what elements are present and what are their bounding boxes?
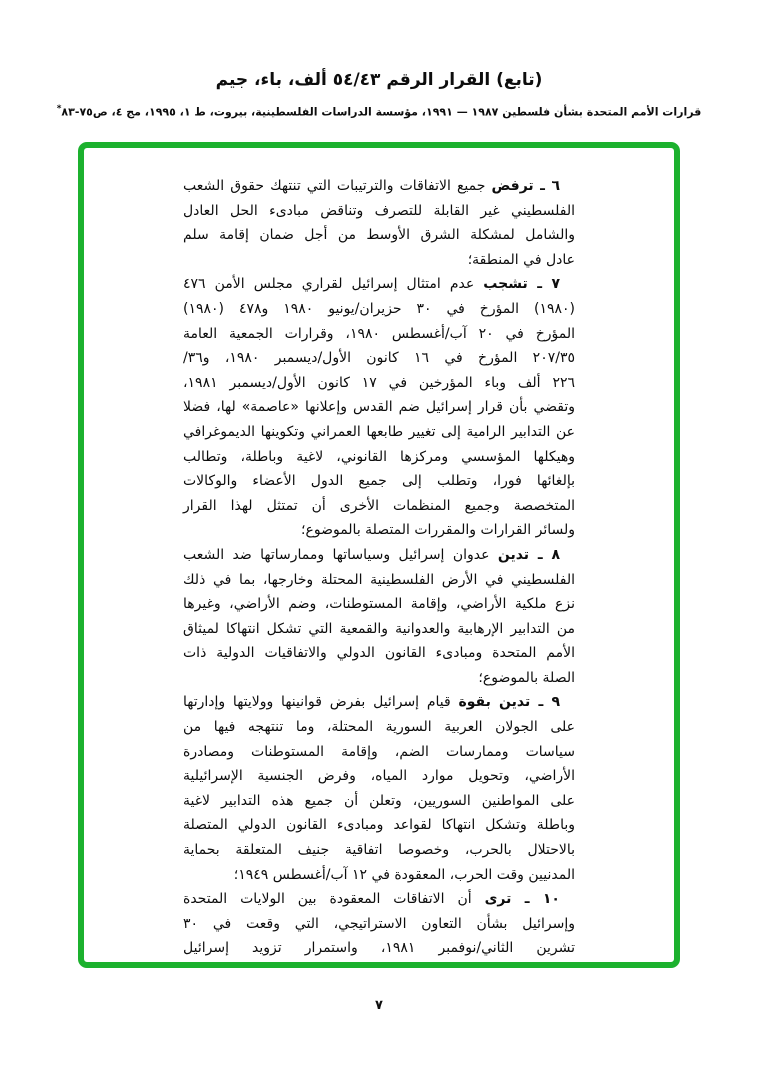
citation-line — [0, 104, 758, 119]
page-title: (تابع) القرار الرقم ٥٤/٤٣ ألف، باء، جيم — [215, 70, 543, 90]
text-line — [183, 543, 575, 568]
text-line — [183, 690, 575, 715]
text-line: ٢٠٧/٣٥ المؤرخ في ١٦ كانون الأول/ديسمبر ١٩٨٠، و٣٦/ — [183, 350, 575, 367]
text-line: المؤرخ في ٢٠ آب/أغسطس ١٩٨٠، وقرارات الجمعية العامة — [183, 325, 575, 342]
text-line: المتخصصة وجميع المنظمات الأخرى أن تمتثل لهذا القرار — [183, 497, 575, 514]
paragraph-lead: ٧ ـ تشجب — [483, 276, 560, 293]
text-line: الأمم المتحدة ومبادىء القانون الدولي والاتفاقيات الدولية ذات — [183, 645, 575, 662]
text-line: تشرين الثاني/نوفمبر ١٩٨١، واستمرار تزويد إسرائيل — [183, 940, 576, 957]
text-line: (١٩٨٠) المؤرخ في ٣٠ حزيران/يونيو ١٩٨٠ و٤٧٨ (١٩٨٠) — [183, 300, 575, 317]
text-line: المدنيين وقت الحرب، المعقودة في ١٢ آب/أغسطس ١٩٤٩؛ — [233, 866, 575, 883]
text-line — [183, 174, 575, 199]
text-line: بالاحتلال بالحرب، وخصوصا اتفاقية جنيف المتعلقة بحماية — [183, 842, 575, 859]
text-line: الفلسطيني غير القابلة للتصرف وتناقض مبادىء الحل العادل — [183, 202, 575, 219]
text-line: ولسائر القرارات والمقررات المتصلة بالموضوع؛ — [301, 522, 575, 539]
paragraph-lead: ٩ ـ تدين بقوة — [458, 694, 560, 711]
text-line: ٢٢٦ ألف وباء المؤرخين في ١٧ كانون الأول/ديسمبر ١٩٨١، — [183, 374, 575, 391]
text-line: الفلسطيني في الأرض الفلسطينية المحتلة وخارجها، بما في ذلك — [183, 571, 575, 588]
paragraph-lead-rest: أن الاتفاقات المعقودة بين الولايات المتحدة — [183, 891, 472, 908]
paragraph-lead: ١٠ ـ ترى — [484, 891, 560, 908]
body-text-column — [183, 174, 575, 961]
paragraph-lead: ٦ ـ ترفض — [491, 178, 561, 194]
text-line: والشامل لمشكلة الشرق الأوسط من أجل ضمان إقامة سلم — [183, 227, 575, 244]
text-line: وإسرائيل بشأن التعاون الاستراتيجي، التي وقعت في ٣٠ — [183, 915, 575, 932]
citation-text: قرارات الأمم المتحدة بشأن فلسطين ١٩٨٧ ‎—‎ ١٩٩١، مؤسسة الدراسات الفلسطينية، بيروت، ط ١، ١٩٩٥، مج ٤، ص٧٥-٨٣ — [61, 105, 702, 119]
paragraph-lead-rest: عدم امتثال إسرائيل لقراري مجلس الأمن ٤٧٦ — [183, 276, 475, 293]
text-line: نزع ملكية الأراضي، وإقامة المستوطنات، وضم الأراضي، وغيرها — [183, 596, 575, 613]
text-line: وباطلة وتشكل انتهاكا لقواعد ومبادىء القانون الدولي المتصلة — [183, 817, 575, 834]
text-line — [183, 887, 575, 912]
paragraph-lead-rest: عدوان إسرائيل وسياساتها وممارساتها ضد الشعب — [183, 546, 490, 563]
text-line: سياسات وممارسات الضم، وإقامة المستوطنات ومصادرة — [183, 743, 575, 760]
paragraph-9 — [183, 690, 575, 887]
text-line: وهيكلها المؤسسي ومركزها القانوني، لاغية وباطلة، وتطالب — [183, 448, 575, 465]
text-line: عادل في المنطقة؛ — [467, 251, 575, 268]
paragraph-6 — [183, 174, 575, 272]
text-line: وتقضي بأن قرار إسرائيل ضم القدس وإعلانها «عاصمة» لها، فضلا — [183, 399, 575, 416]
text-line: بإلغائها فورا، وتطلب إلى جميع الدول الأعضاء والوكالات — [183, 473, 575, 490]
paragraph-lead-rest: جميع الاتفاقات والترتيبات التي تنتهك حقوق الشعب — [183, 178, 486, 194]
paragraph-lead: ٨ ـ تدين — [497, 546, 561, 563]
paragraph-8 — [183, 543, 575, 691]
paragraph-7 — [183, 272, 575, 543]
page-number: ٧ — [375, 998, 383, 1013]
text-line: على المواطنين السوريين، وتعلن أن جميع هذه التدابير لاغية — [183, 792, 575, 809]
text-line: الصلة بالموضوع؛ — [478, 669, 575, 686]
text-line: على الجولان العربية السورية المحتلة، وما تنتهجه فيها من — [183, 719, 575, 736]
text-line: من التدابير الإرهابية والعدوانية والقمعية التي تشكل انتهاكا لميثاق — [183, 620, 575, 637]
footnote-marker: * — [56, 104, 62, 114]
text-line — [183, 272, 575, 297]
highlight-border-frame — [78, 142, 680, 968]
paragraph-10 — [183, 887, 575, 961]
paragraph-lead-rest: قيام إسرائيل بفرض قوانينها وولايتها وإدارتها — [183, 694, 451, 711]
text-line: الأراضي، وتحويل موارد المياه، وفرض الجنسية الإسرائيلية — [183, 768, 575, 785]
text-line: عن التدابير الرامية إلى تغيير طابعها العمراني وتكوينها الديموغرافي — [183, 423, 575, 440]
